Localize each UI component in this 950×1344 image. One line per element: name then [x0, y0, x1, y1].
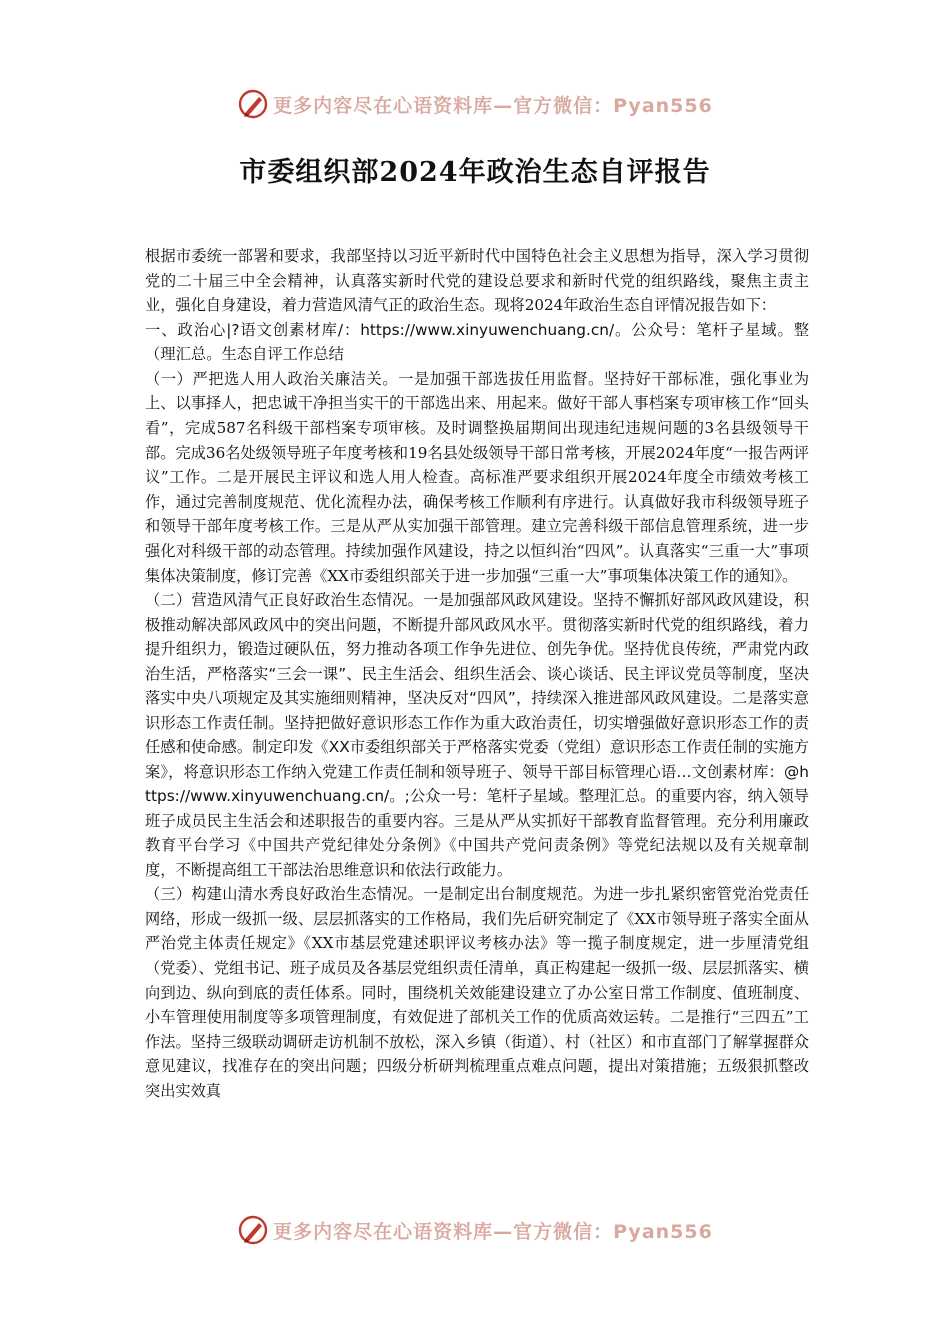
section-heading-1: 一、政治心|?语文创素材库/：https://www.xinyuwenchuang.cn/。公众号：笔杆子星域。整（理汇总。生态自评工作总结: [145, 320, 809, 364]
section-3-paragraph: （三）构建山清水秀良好政治生态情况。一是制定出台制度规范。为进一步扎紧织密管党治党责任网络，形成一级抓一级、层层抓落实的工作格局，我们先后研究制定了《XX市领导班子落实全面从严治党主体责任规定》《XX市基层党建述职评议考核办法》等一揽子制度规定，进一步厘清党组（党委）、党组书记、班子成员及各基层党组织责任清单，真正构建起一级抓一级、层层抓落实、横向到边、纵向到底的责任体系。同时，围绕机关效能建设建立了办公室日常工作制度、值班制度、小车管理使用制度等多项管理制度，有效促进了部机关工作的优质高效运转。二是推行“三四五”工作法。坚持三级联动调研走访机制不放松，深入乡镇（街道）、村（社区）和市直部门了解掌握群众意见建议，找准存在的突出问题；四级分析研判梳理重点难点问题，提出对策措施；五级狠抓整改突出实效真: [145, 885, 809, 1100]
document-title: 市委组织部2024年政治生态自评报告: [239, 157, 711, 188]
footer-banner: [0, 1210, 950, 1250]
document-body: [145, 244, 809, 1103]
pen-logo-icon: [237, 1214, 269, 1246]
section-2-paragraph: （二）营造风清气正良好政治生态情况。一是加强部风政风建设。坚持不懈抓好部风政风建设，积极推动解决部风政风中的突出问题，不断提升部风政风水平。贯彻落实新时代党的组织路线，着力提升组织力，锻造过硬队伍，努力推动各项工作争先进位、创先争优。坚持优良传统，严肃党内政治生活，严格落实“三会一课”、民主生活会、组织生活会、谈心谈话、民主评议党员等制度，坚决落实中央八项规定及其实施细则精神，坚决反对“四风”，持续深入推进部风政风建设。二是落实意识形态工作责任制。坚持把做好意识形态工作作为重大政治责任，切实增强做好意识形态工作的责任感和使命感。制定印发《XX市委组织部关于严格落实党委（党组）意识形态工作责任制的实施方案》，将意识形态工作纳入党建工作责任制和领导班子、领导干部目标管理心语…文创素材库：@https://www.xinyuwenchuang.cn/。;公众一号：笔杆子星域。整理汇总。的重要内容，纳入领导班子成员民主生活会和述职报告的重要内容。三是从严从实抓好干部教育监督管理。充分利用廉政教育平台学习《中国共产党纪律处分条例》《中国共产党问责条例》等党纪法规以及有关规章制度，不断提高组工干部法治思维意识和依法行政能力。: [145, 591, 809, 879]
intro-paragraph: 根据市委统一部署和要求，我部坚持以习近平新时代中国特色社会主义思想为指导，深入学习贯彻党的二十届三中全会精神，认真落实新时代党的建设总要求和新时代党的组织路线，聚焦主责主业，强化自身建设，着力营造风清气正的政治生态。现将2024年政治生态自评情况报告如下：: [145, 247, 809, 315]
pen-logo-icon: [237, 88, 269, 120]
header-banner: [0, 84, 950, 124]
banner-text: 更多内容尽在心语资料库—官方微信：Pyan556: [273, 94, 713, 117]
section-1-paragraph: （一）严把选人用人政治关廉洁关。一是加强干部选拔任用监督。坚持好干部标准，强化事业为上、以事择人，把忠诚干净担当实干的干部选出来、用起来。做好干部人事档案专项审核工作“回头看”，完成587名科级干部档案专项审核。及时调整换届期间出现违纪违规问题的3名县级领导干部。完成36名处级领导班子年度考核和19名县处级领导干部日常考核，开展2024年度“一报告两评议”工作。二是开展民主评议和选人用人检查。高标准严要求组织开展2024年度全市绩效考核工作，通过完善制度规范、优化流程办法，确保考核工作顺利有序进行。认真做好我市科级领导班子和领导干部年度考核工作。三是从严从实加强干部管理。建立完善科级干部信息管理系统，进一步强化对科级干部的动态管理。持续加强作风建设，持之以恒纠治“四风”。认真落实“三重一大”事项集体决策制度，修订完善《XX市委组织部关于进一步加强“三重一大”事项集体决策工作的通知》。: [145, 369, 809, 585]
footer-banner-text: 更多内容尽在心语资料库—官方微信：Pyan556: [273, 1220, 713, 1243]
